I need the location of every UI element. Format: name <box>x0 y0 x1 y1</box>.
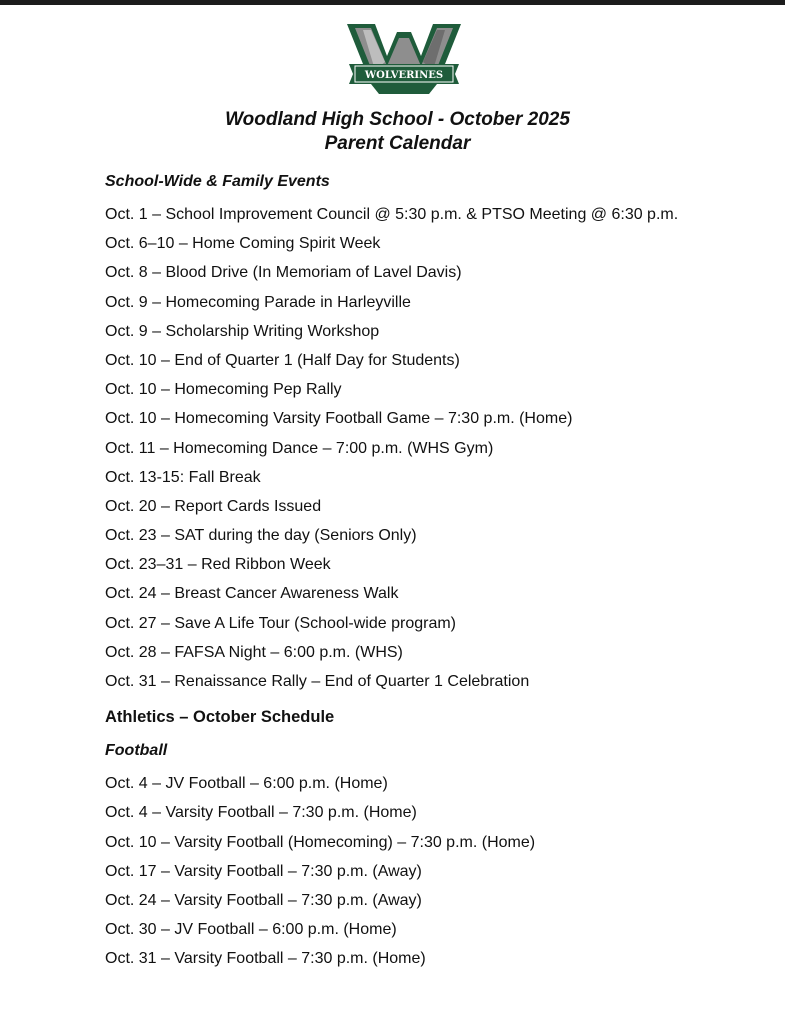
event-item: Oct. 13-15: Fall Break <box>105 468 261 486</box>
logo-text: WOLVERINES <box>364 70 444 81</box>
event-item: Oct. 11 – Homecoming Dance – 7:00 p.m. (WHS Gym) <box>105 439 494 457</box>
event-item: Oct. 23 – SAT during the day (Seniors Only) <box>105 527 417 545</box>
event-item: Oct. 31 – Renaissance Rally – End of Quarter 1 Celebration <box>105 673 530 691</box>
event-item: Oct. 9 – Scholarship Writing Workshop <box>105 322 380 340</box>
event-item: Oct. 28 – FAFSA Night – 6:00 p.m. (WHS) <box>105 643 403 661</box>
football-item: Oct. 4 – Varsity Football – 7:30 p.m. (Home) <box>105 804 417 822</box>
football-item: Oct. 31 – Varsity Football – 7:30 p.m. (Home) <box>105 950 426 968</box>
wolverines-logo <box>345 22 463 96</box>
event-item: Oct. 10 – Homecoming Pep Rally <box>105 381 342 399</box>
event-item: Oct. 24 – Breast Cancer Awareness Walk <box>105 585 399 603</box>
event-item: Oct. 6–10 – Home Coming Spirit Week <box>105 235 381 253</box>
page-title <box>0 108 785 156</box>
football-heading: Football <box>105 742 168 760</box>
school-events-list <box>105 200 725 696</box>
event-item: Oct. 1 – School Improvement Council @ 5:30 p.m. & PTSO Meeting @ 6:30 p.m. <box>105 206 679 223</box>
event-item: Oct. 20 – Report Cards Issued <box>105 497 322 515</box>
title-line-1: Woodland High School - October 2025 <box>225 109 570 130</box>
wolverines-w-icon <box>345 22 463 96</box>
event-item: Oct. 10 – Homecoming Varsity Football Game – 7:30 p.m. (Home) <box>105 410 573 428</box>
title-line-2: Parent Calendar <box>324 133 471 154</box>
calendar-content <box>105 170 725 974</box>
football-list <box>105 769 725 973</box>
school-events-heading: School-Wide & Family Events <box>105 173 330 190</box>
football-item: Oct. 30 – JV Football – 6:00 p.m. (Home) <box>105 921 397 939</box>
event-item: Oct. 10 – End of Quarter 1 (Half Day for Students) <box>105 351 460 369</box>
athletics-heading: Athletics – October Schedule <box>105 708 335 727</box>
event-item: Oct. 27 – Save A Life Tour (School-wide program) <box>105 614 456 632</box>
event-item: Oct. 8 – Blood Drive (In Memoriam of Lavel Davis) <box>105 264 462 282</box>
event-item: Oct. 23–31 – Red Ribbon Week <box>105 556 331 574</box>
event-item: Oct. 9 – Homecoming Parade in Harleyville <box>105 293 411 311</box>
football-item: Oct. 24 – Varsity Football – 7:30 p.m. (Away) <box>105 891 422 909</box>
top-border <box>0 0 785 5</box>
football-item: Oct. 4 – JV Football – 6:00 p.m. (Home) <box>105 775 388 793</box>
football-item: Oct. 17 – Varsity Football – 7:30 p.m. (Away) <box>105 862 422 880</box>
football-item: Oct. 10 – Varsity Football (Homecoming) – 7:30 p.m. (Home) <box>105 833 536 851</box>
